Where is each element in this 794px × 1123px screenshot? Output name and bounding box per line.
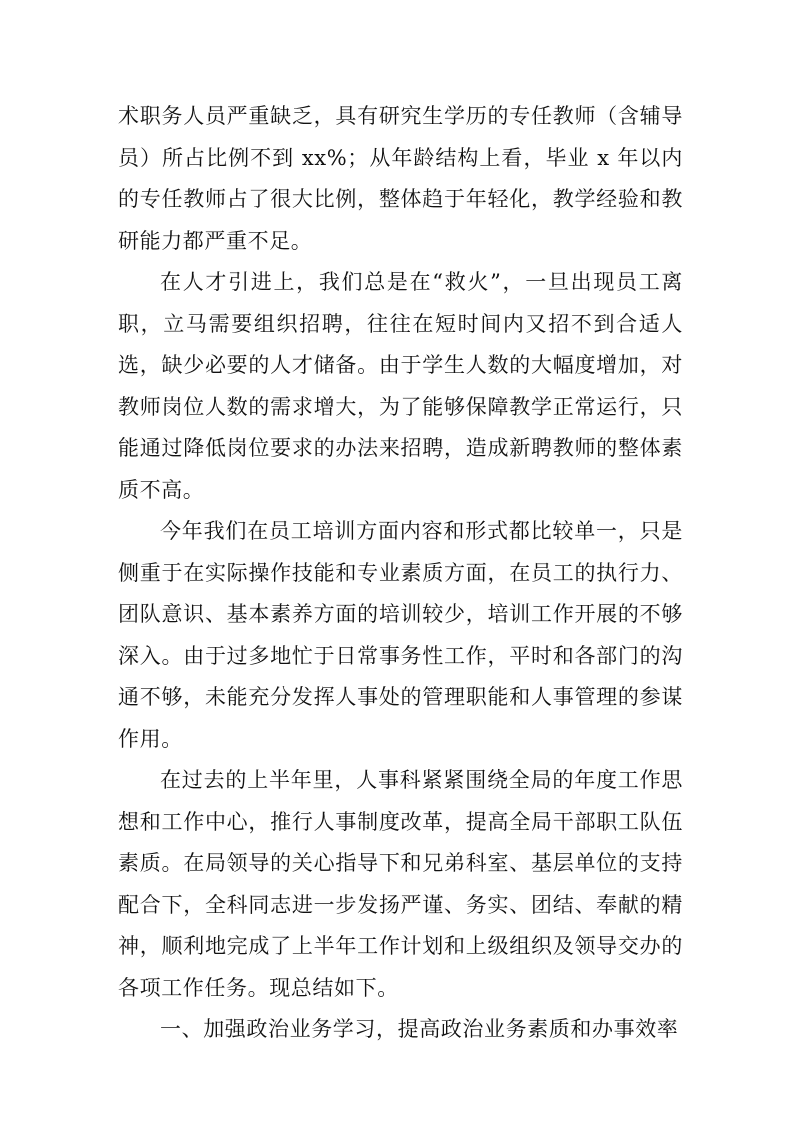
paragraph-1: 术职务人员严重缺乏，具有研究生学历的专任教师（含辅导员）所占比例不到 xx%；从年龄结构上看，毕业 x 年以内的专任教师占了很大比例，整体趋于年轻化，教学经验和教研能力都严重不足。 (118, 104, 683, 253)
paragraph-2: 在人才引进上，我们总是在“救火”，一旦出现员工离职，立马需要组织招聘，往往在短时间内又招不到合适人选，缺少必要的人才储备。由于学生人数的大幅度增加，对教师岗位人数的需求增大，为了能够保障教学正常运行，只能通过降低岗位要求的办法来招聘，造成新聘教师的整体素质不高。 (118, 270, 683, 502)
document-page (118, 96, 683, 1051)
paragraph-3: 今年我们在员工培训方面内容和形式都比较单一，只是侧重于在实际操作技能和专业素质方面，在员工的执行力、团队意识、基本素养方面的培训较少，培训工作开展的不够深入。由于过多地忙于日常事务性工作，平时和各部门的沟通不够，未能充分发挥人事处的管理职能和人事管理的参谋作用。 (118, 519, 683, 751)
section-heading-1: 一、加强政治业务学习，提高政治业务素质和办事效率 (160, 1017, 679, 1041)
paragraph-4: 在过去的上半年里，人事科紧紧围绕全局的年度工作思想和工作中心，推行人事制度改革，提高全局干部职工队伍素质。在局领导的关心指导下和兄弟科室、基层单位的支持配合下，全科同志进一步发扬严谨、务实、团结、奉献的精神，顺利地完成了上半年工作计划和上级组织及领导交办的各项工作任务。现总结如下。 (118, 768, 683, 1000)
